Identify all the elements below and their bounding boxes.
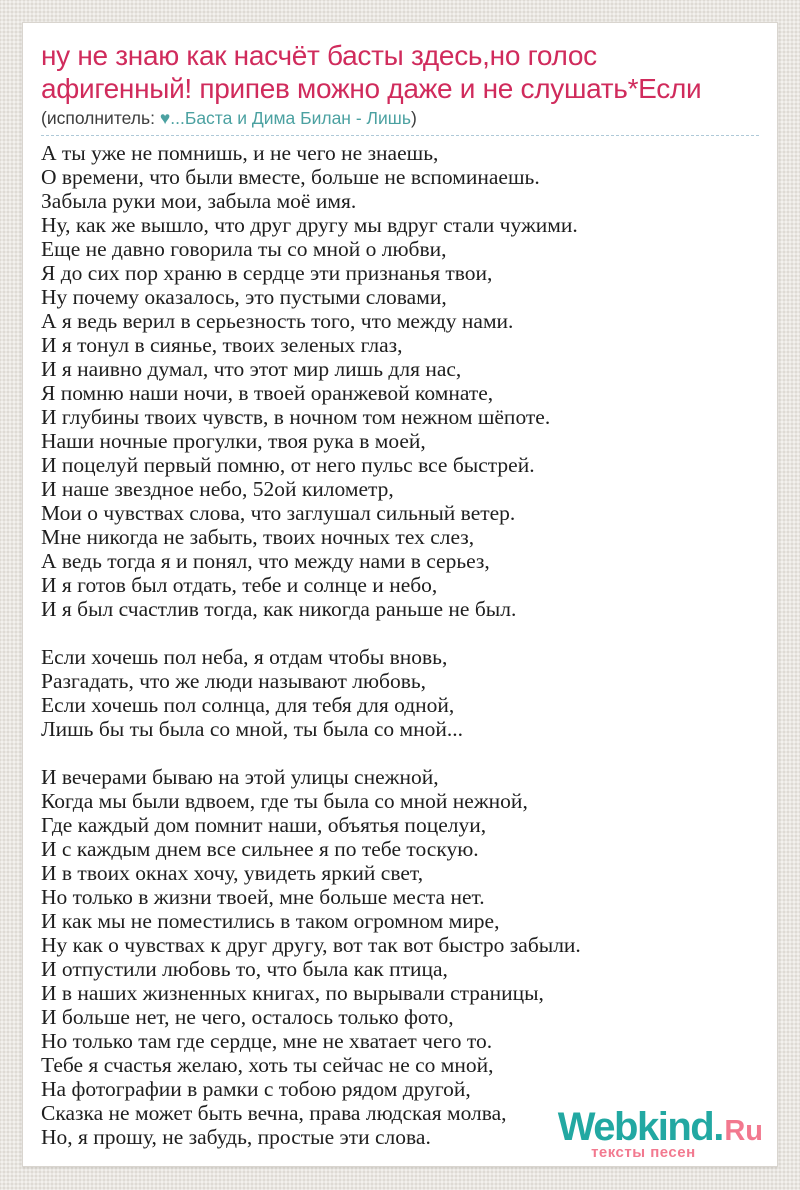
artist-label: (исполнитель: xyxy=(41,108,160,128)
lyric-line: И как мы не поместились в таком огромном мире, xyxy=(41,909,500,933)
logo-dot: . xyxy=(713,1105,725,1149)
lyric-line: Лишь бы ты была со мной, ты была со мной... xyxy=(41,717,464,741)
lyric-line: Забыла руки мои, забыла моё имя. xyxy=(41,189,357,213)
logo-tld-text: Ru xyxy=(724,1115,763,1147)
lyric-line: Ну как о чувствах к друг другу, вот так вот быстро забыли. xyxy=(41,933,581,957)
lyric-line: Еще не давно говорила ты со мной о любви, xyxy=(41,237,447,261)
lyric-line: А ведь тогда я и понял, что между нами в серьез, xyxy=(41,549,490,573)
lyric-line: Если хочешь пол солнца, для тебя для одной, xyxy=(41,693,455,717)
lyric-line: Тебе я счастья желаю, хоть ты сейчас не со мной, xyxy=(41,1053,494,1077)
artist-line xyxy=(41,108,759,136)
lyric-line: Разгадать, что же люди называют любовь, xyxy=(41,669,427,693)
lyric-line: И поцелуй первый помню, от него пульс все быстрей. xyxy=(41,453,535,477)
artist-link[interactable]: ♥...Баста и Дима Билан - Лишь xyxy=(159,108,411,128)
lyric-line: Но, я прошу, не забудь, простые эти слова. xyxy=(41,1125,431,1149)
lyric-line xyxy=(41,741,759,765)
lyric-line: И я готов был отдать, тебе и солнце и небо, xyxy=(41,573,438,597)
lyric-line: Мне никогда не забыть, твоих ночных тех слез, xyxy=(41,525,475,549)
lyric-line: Когда мы были вдвоем, где ты была со мной нежной, xyxy=(41,789,528,813)
lyric-line: Но только в жизни твоей, мне больше места нет. xyxy=(41,885,485,909)
lyric-line: Сказка не может быть вечна, права людская молва, xyxy=(41,1101,507,1125)
lyric-line: И я был счастлив тогда, как никогда раньше не был. xyxy=(41,597,517,621)
lyric-line: А я ведь верил в серьезность того, что между нами. xyxy=(41,309,514,333)
lyric-line: И отпустили любовь то, что была как птица, xyxy=(41,957,448,981)
lyric-line: И с каждым днем все сильнее я по тебе тоскую. xyxy=(41,837,479,861)
lyrics-card xyxy=(22,22,778,1167)
lyric-line: О времени, что были вместе, больше не вспоминаешь. xyxy=(41,165,540,189)
lyric-line: Я до сих пор храню в сердце эти признанья твои, xyxy=(41,261,493,285)
lyrics-text xyxy=(41,141,759,1149)
logo-tagline: тексты песен xyxy=(591,1144,696,1161)
lyric-line: Где каждый дом помнит наши, объятья поцелуи, xyxy=(41,813,487,837)
lyric-line: А ты уже не помнишь, и не чего не знаешь, xyxy=(41,141,439,165)
lyric-line: И я наивно думал, что этот мир лишь для нас, xyxy=(41,357,462,381)
lyric-line: Мои о чувствах слова, что заглушал сильный ветер. xyxy=(41,501,516,525)
logo-name-text: Webkind xyxy=(557,1105,714,1149)
site-logo[interactable] xyxy=(558,1107,763,1162)
lyric-line: И больше нет, не чего, осталось только фото, xyxy=(41,1005,454,1029)
lyric-line: Наши ночные прогулки, твоя рука в моей, xyxy=(41,429,426,453)
lyric-line: Я помню наши ночи, в твоей оранжевой комнате, xyxy=(41,381,494,405)
lyric-line: Но только там где сердце, мне не хватает чего то. xyxy=(41,1029,493,1053)
site-logo-wordmark xyxy=(558,1107,763,1147)
lyric-line: И глубины твоих чувств, в ночном том нежном шёпоте. xyxy=(41,405,551,429)
lyric-line: И я тонул в сиянье, твоих зеленых глаз, xyxy=(41,333,403,357)
lyric-line: На фотографии в рамки с тобою рядом другой, xyxy=(41,1077,471,1101)
lyric-line: И в твоих окнах хочу, увидеть яркий свет, xyxy=(41,861,424,885)
artist-suffix: ) xyxy=(410,108,417,128)
lyric-line: И наше звездное небо, 52ой километр, xyxy=(41,477,394,501)
lyric-line: И в наших жизненных книгах, по вырывали страницы, xyxy=(41,981,544,1005)
lyric-line xyxy=(41,621,759,645)
lyric-line: Ну почему оказалось, это пустыми словами, xyxy=(41,285,447,309)
lyric-line: Если хочешь пол неба, я отдам чтобы вновь, xyxy=(41,645,448,669)
lyric-line: Ну, как же вышло, что друг другу мы вдруг стали чужими. xyxy=(41,213,578,237)
page-title: ну не знаю как насчёт басты здесь,но голос афигенный! припев можно даже и не слушать*Если xyxy=(41,40,702,104)
lyric-line: И вечерами бываю на этой улицы снежной, xyxy=(41,765,439,789)
